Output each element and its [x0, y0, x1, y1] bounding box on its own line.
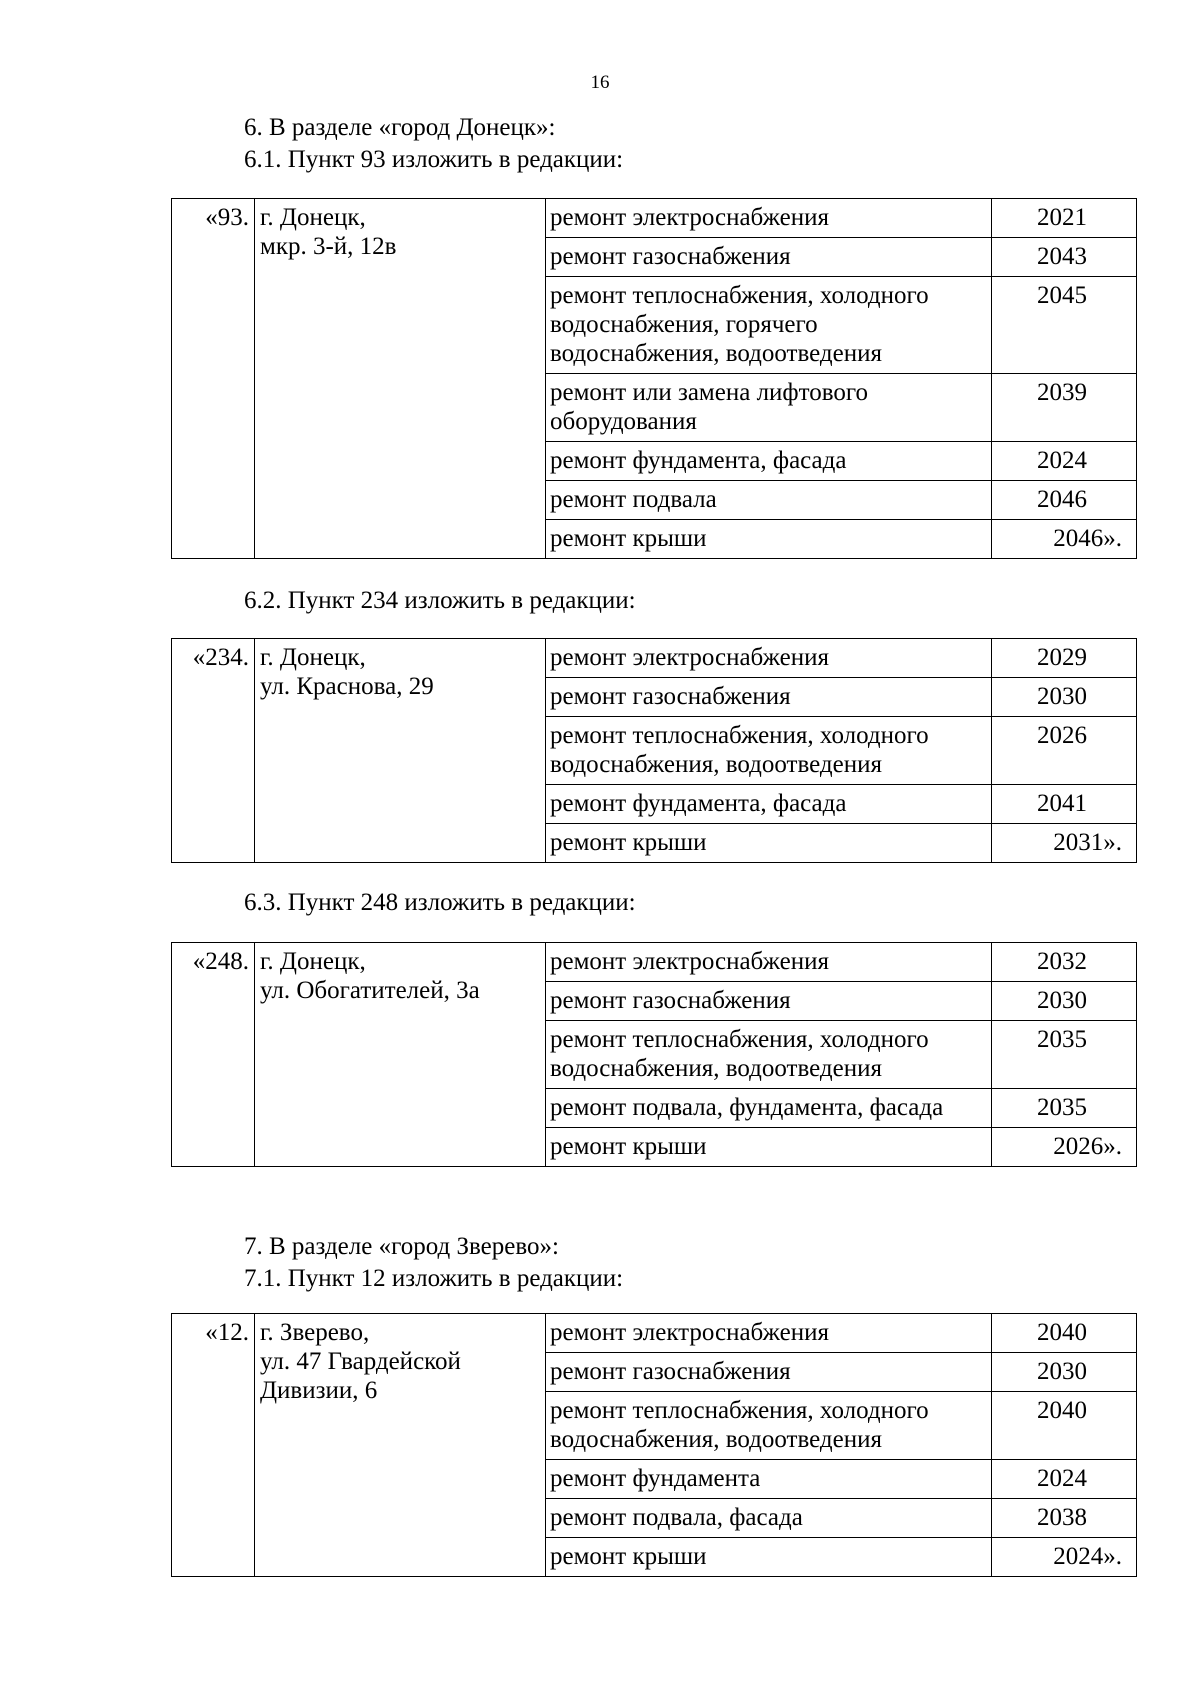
work-type: ремонт электроснабжения	[546, 943, 992, 982]
work-year: 2046».	[992, 520, 1137, 559]
amendment-table-93	[171, 198, 1137, 559]
work-type: ремонт подвала, фасада	[546, 1499, 992, 1538]
work-year: 2045	[992, 277, 1137, 374]
table-row	[172, 943, 1137, 982]
work-type: ремонт крыши	[546, 520, 992, 559]
work-year: 2035	[992, 1021, 1137, 1089]
item-heading: 6.1. Пункт 93 изложить в редакции:	[244, 146, 624, 173]
work-type: ремонт теплоснабжения, холодного водоснабжения, водоотведения	[546, 1392, 992, 1460]
work-type: ремонт крыши	[546, 1538, 992, 1577]
work-year: 2026	[992, 717, 1137, 785]
work-type: ремонт газоснабжения	[546, 238, 992, 277]
work-year: 2030	[992, 982, 1137, 1021]
table-row	[172, 1314, 1137, 1353]
work-year: 2035	[992, 1089, 1137, 1128]
item-number: «234.	[172, 639, 255, 863]
amendment-table-12	[171, 1313, 1137, 1577]
work-year: 2030	[992, 1353, 1137, 1392]
work-year: 2024	[992, 442, 1137, 481]
work-type: ремонт фундамента	[546, 1460, 992, 1499]
work-year: 2041	[992, 785, 1137, 824]
work-type: ремонт крыши	[546, 824, 992, 863]
work-type: ремонт электроснабжения	[546, 1314, 992, 1353]
work-type: ремонт фундамента, фасада	[546, 785, 992, 824]
work-type: ремонт газоснабжения	[546, 678, 992, 717]
work-year: 2038	[992, 1499, 1137, 1538]
section-heading: 6. В разделе «город Донецк»:	[244, 114, 556, 141]
work-year: 2021	[992, 199, 1137, 238]
table-row	[172, 199, 1137, 238]
work-year: 2030	[992, 678, 1137, 717]
item-heading: 6.3. Пункт 248 изложить в редакции:	[244, 889, 636, 916]
work-type: ремонт подвала	[546, 481, 992, 520]
address-cell: г. Донецк, мкр. 3-й, 12в	[255, 199, 546, 559]
amendment-table-248	[171, 942, 1137, 1167]
work-type: ремонт электроснабжения	[546, 199, 992, 238]
work-year: 2040	[992, 1314, 1137, 1353]
work-year: 2031».	[992, 824, 1137, 863]
work-type: ремонт фундамента, фасада	[546, 442, 992, 481]
work-type: ремонт теплоснабжения, холодного водоснабжения, горячего водоснабжения, водоотведения	[546, 277, 992, 374]
item-number: «248.	[172, 943, 255, 1167]
work-year: 2043	[992, 238, 1137, 277]
item-heading: 7.1. Пункт 12 изложить в редакции:	[244, 1265, 624, 1292]
work-type: ремонт электроснабжения	[546, 639, 992, 678]
item-number: «93.	[172, 199, 255, 559]
work-year: 2046	[992, 481, 1137, 520]
work-type: ремонт подвала, фундамента, фасада	[546, 1089, 992, 1128]
table-row	[172, 639, 1137, 678]
section-heading: 7. В разделе «город Зверево»:	[244, 1233, 559, 1260]
amendment-table-234	[171, 638, 1137, 863]
work-type: ремонт газоснабжения	[546, 982, 992, 1021]
address-cell: г. Зверево, ул. 47 Гвардейской Дивизии, 6	[255, 1314, 546, 1577]
work-type: ремонт теплоснабжения, холодного водоснабжения, водоотведения	[546, 717, 992, 785]
work-year: 2032	[992, 943, 1137, 982]
item-number: «12.	[172, 1314, 255, 1577]
work-year: 2029	[992, 639, 1137, 678]
work-type: ремонт или замена лифтового оборудования	[546, 374, 992, 442]
work-year: 2039	[992, 374, 1137, 442]
work-year: 2024	[992, 1460, 1137, 1499]
work-type: ремонт теплоснабжения, холодного водоснабжения, водоотведения	[546, 1021, 992, 1089]
work-year: 2040	[992, 1392, 1137, 1460]
work-year: 2026».	[992, 1128, 1137, 1167]
work-type: ремонт газоснабжения	[546, 1353, 992, 1392]
page-number: 16	[590, 72, 610, 93]
work-year: 2024».	[992, 1538, 1137, 1577]
item-heading: 6.2. Пункт 234 изложить в редакции:	[244, 587, 636, 614]
work-type: ремонт крыши	[546, 1128, 992, 1167]
address-cell: г. Донецк, ул. Обогатителей, 3а	[255, 943, 546, 1167]
address-cell: г. Донецк, ул. Краснова, 29	[255, 639, 546, 863]
